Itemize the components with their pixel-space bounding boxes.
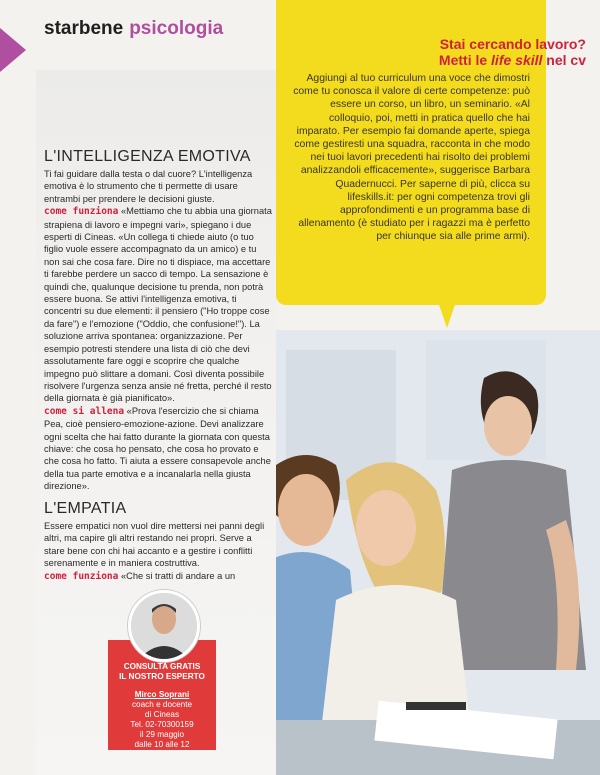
section-title-empatia: L'EMPATIA bbox=[44, 500, 127, 517]
callout-title-line1: Stai cercando lavoro? bbox=[439, 36, 586, 52]
expert-name: Mirco Soprani bbox=[134, 690, 190, 699]
empatia-funziona-text: «Che si tratti di andare a un bbox=[120, 570, 236, 581]
allena-text: «Prova l'esercizio che si chiama Pea, cioè pensiero-emozione-azione. Devi analizzare ogni scelta che hai fatto durante la giornata con questa chiave: che cosa ho pensato, che cosa ho provato e che cosa ho fatto. Ti aiuta a essere consapevole anche della tua parte emotiva e a incanalarla nella giusta direzione». bbox=[44, 405, 271, 492]
expert-role-line2: di Cineas bbox=[144, 710, 180, 719]
callout-title-pre: Metti le bbox=[438, 52, 492, 68]
section-corner-tab bbox=[0, 28, 26, 72]
photo-illustration bbox=[276, 330, 600, 775]
callout-pointer bbox=[438, 302, 456, 328]
expert-role-line1: coach e docente bbox=[131, 700, 193, 709]
empatia-funziona-keyword: come funziona bbox=[44, 570, 119, 582]
funziona-keyword: come funziona bbox=[44, 206, 119, 218]
expert-heading bbox=[108, 662, 216, 682]
empatia-article bbox=[44, 520, 272, 583]
expert-phone: Tel. 02-70300159 bbox=[130, 720, 194, 729]
expert-heading-line1: CONSULTA GRATIS bbox=[123, 662, 201, 671]
section-title-intelligenza: L'INTELLIGENZA EMOTIVA bbox=[44, 148, 251, 165]
callout-title bbox=[439, 36, 586, 68]
expert-date-line1: il 29 maggio bbox=[139, 730, 185, 739]
page-header bbox=[44, 18, 223, 40]
office-team-photo bbox=[276, 330, 600, 775]
empatia-intro: Essere empatici non vuol dire mettersi nei panni degli altri, ma capire gli altri restando nei propri. Serve a stare bene con chi hai accanto e a gestire i conflitti serenamente e in maniera costruttiva. bbox=[44, 521, 265, 569]
expert-heading-line2: IL NOSTRO ESPERTO bbox=[119, 672, 205, 681]
intelligenza-intro: Ti fai guidare dalla testa o dal cuore? L'intelligenza emotiva è lo strumento che ti permette di usare entrambi per prendere le decisioni giuste. bbox=[44, 169, 253, 204]
section-name: psicologia bbox=[129, 18, 224, 39]
expert-avatar bbox=[128, 590, 200, 662]
allena-keyword: come si allena bbox=[44, 405, 125, 417]
callout-title-italic: life skill bbox=[491, 52, 543, 68]
callout-title-post: nel cv bbox=[542, 52, 586, 68]
callout-body: Aggiungi al tuo curriculum una voce che dimostri come tu conosca il valore di certe competenze: può essere un corso, un libro, un seminario. «Al colloquio, poi, metti in pratica quello che hai imparato. Per esempio fai domande aperte, spiega come gestiresti una squadra, racconta in che modo nei tuoi lavori precedenti hai risolto dei problemi analizzandoli efficacemente», suggerisce Barbara Quadernucci. Per saperne di più, clicca su lifeskills.it: per ogni competenza trovi gli approfondimenti e un programma base di allenamento (è studiato per i ragazzi ma è perfetto per chiunque sia alle prime armi). bbox=[293, 73, 530, 243]
expert-card bbox=[108, 590, 216, 750]
expert-avatar-illustration bbox=[131, 593, 197, 659]
intelligenza-article bbox=[44, 168, 272, 493]
expert-date-line2: dalle 10 alle 12 bbox=[134, 740, 190, 749]
funziona-text: «Mettiamo che tu abbia una giornata strapiena di lavoro e impegni vari», spiegano i due esperti di Cineas. «Un collega ti chiede aiuto (o tuo figlio vuole essere accompagnato da un amico) e tu non sai che cosa fare. Dire no ti dispiace, ma accettare ti farebbe perdere un sacco di tempo. La sensazione è quindi che, qualunque decisione tu prenda, non potrà essere buona. Se attivi l'intelligenza emotiva, ti concentri su due elementi: il pensiero ("Ho troppe cose da fare") e l'emozione ("Oddio, che confusione!"). La soluzione arriva spontanea: organizzazione. Per esempio potresti stendere una lista di ciò che devi assolutamente fare oggi e scoprire che qualche impegno può slittare a domani. Così diventa possibile risolvere l'urgenza senza ansie né fretta, perché il resto della giornata è già pianificato». bbox=[44, 206, 272, 404]
callout-title-line2 bbox=[439, 52, 586, 68]
brand-name: starbene bbox=[44, 18, 124, 39]
